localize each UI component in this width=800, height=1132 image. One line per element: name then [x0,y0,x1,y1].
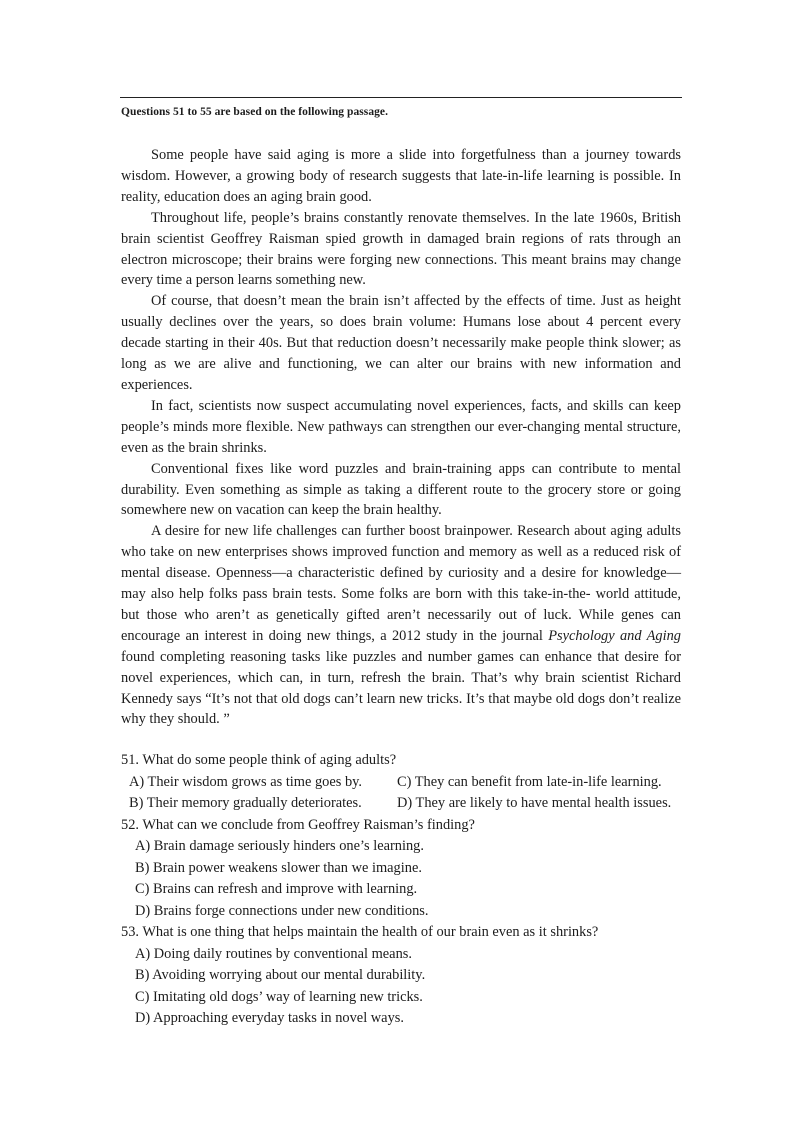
top-rule [120,97,682,98]
option-51-b: B) Their memory gradually deteriorates. [129,795,362,811]
option-51-a: A) Their wisdom grows as time goes by. [129,773,363,790]
option-53-a: A) Doing daily routines by conventional means. [135,945,412,962]
option-51-d: D) They are likely to have mental health issues. [397,795,672,811]
option-53-d: D) Approaching everyday tasks in novel ways. [135,1010,404,1026]
passage-paragraph: Of course, that doesn’t mean the brain isn’t affected by the effects of time. Just as height usually declines over the years, so does brain volume: Humans lose about 4 percent every decade starting in their 40s. But that reduction doesn’t necessarily make people think slower; as long as we are alive and functioning, we can alter our brains with new information and experiences. [121,293,681,393]
option-52-a: A) Brain damage seriously hinders one’s learning. [135,838,424,854]
passage-paragraph: In fact, scientists now suspect accumulating novel experiences, facts, and skills can keep people’s minds more flexible. New pathways can strengthen our ever-changing mental structure, even as the brain shrinks. [121,397,681,456]
question-51-options-row-1 [121,772,691,794]
questions-block [121,750,691,1030]
passage-paragraph-last [121,521,681,730]
question-53-stem: 53. What is one thing that helps maintain the health of our brain even as it shrinks? [121,924,599,940]
option-51-c: C) They can benefit from late-in-life learning. [397,773,662,790]
passage-text: A desire for new life challenges can further boost brainpower. Research about aging adults who take on new enterprises shows improved function and memory as well as a reduced risk of mental disease. Openness—a characteristic defined by curiosity and a desire for knowledge—may also help folks pass brain tests. Some folks are born with this take-in-the- world attitude, but those who aren’t as genetically gifted aren’t necessarily out of luck. While genes can encourage an interest in doing new things, a 2012 study in the journal [121,523,681,644]
option-53-c: C) Imitating old dogs’ way of learning new tricks. [135,988,423,1005]
passage-paragraph: Some people have said aging is more a slide into forgetfulness than a journey towards wisdom. However, a growing body of research suggests that late-in-life learning is possible. In reality, education does an aging brain good. [121,147,681,205]
passage-paragraph: Throughout life, people’s brains constantly renovate themselves. In the late 1960s, British brain scientist Geoffrey Raisman spied growth in damaged brain regions of rats through an electron microscope; their brains were forging new connections. This meant brains may change every time a person learns something new. [121,209,681,289]
passage-paragraph: Conventional fixes like word puzzles and brain-training apps can contribute to mental durability. Even something as simple as taking a different route to the grocery store or going somewhere new on vacation can keep the brain healthy. [121,460,681,519]
passage-text: found completing reasoning tasks like puzzles and number games can enhance that desire for novel experiences, which can, in turn, refresh the brain. That’s why brain scientist Richard Kennedy says “It’s not that old dogs can’t learn new tricks. It’s that maybe old dogs don’t realize why they should. ” [121,648,681,728]
option-53-b: B) Avoiding worrying about our mental durability. [135,967,426,983]
question-52-stem: 52. What can we conclude from Geoffrey Raisman’s finding? [121,816,475,833]
question-51-options-row-2 [121,793,691,815]
option-52-b: B) Brain power weakens slower than we imagine. [135,859,422,876]
option-52-c: C) Brains can refresh and improve with learning. [135,881,418,897]
question-51-stem: 51. What do some people think of aging adults? [121,752,397,768]
reading-passage [121,145,681,730]
option-52-d: D) Brains forge connections under new conditions. [135,902,429,919]
journal-title: Psychology and Aging [548,627,682,644]
section-heading: Questions 51 to 55 are based on the following passage. [121,106,389,118]
